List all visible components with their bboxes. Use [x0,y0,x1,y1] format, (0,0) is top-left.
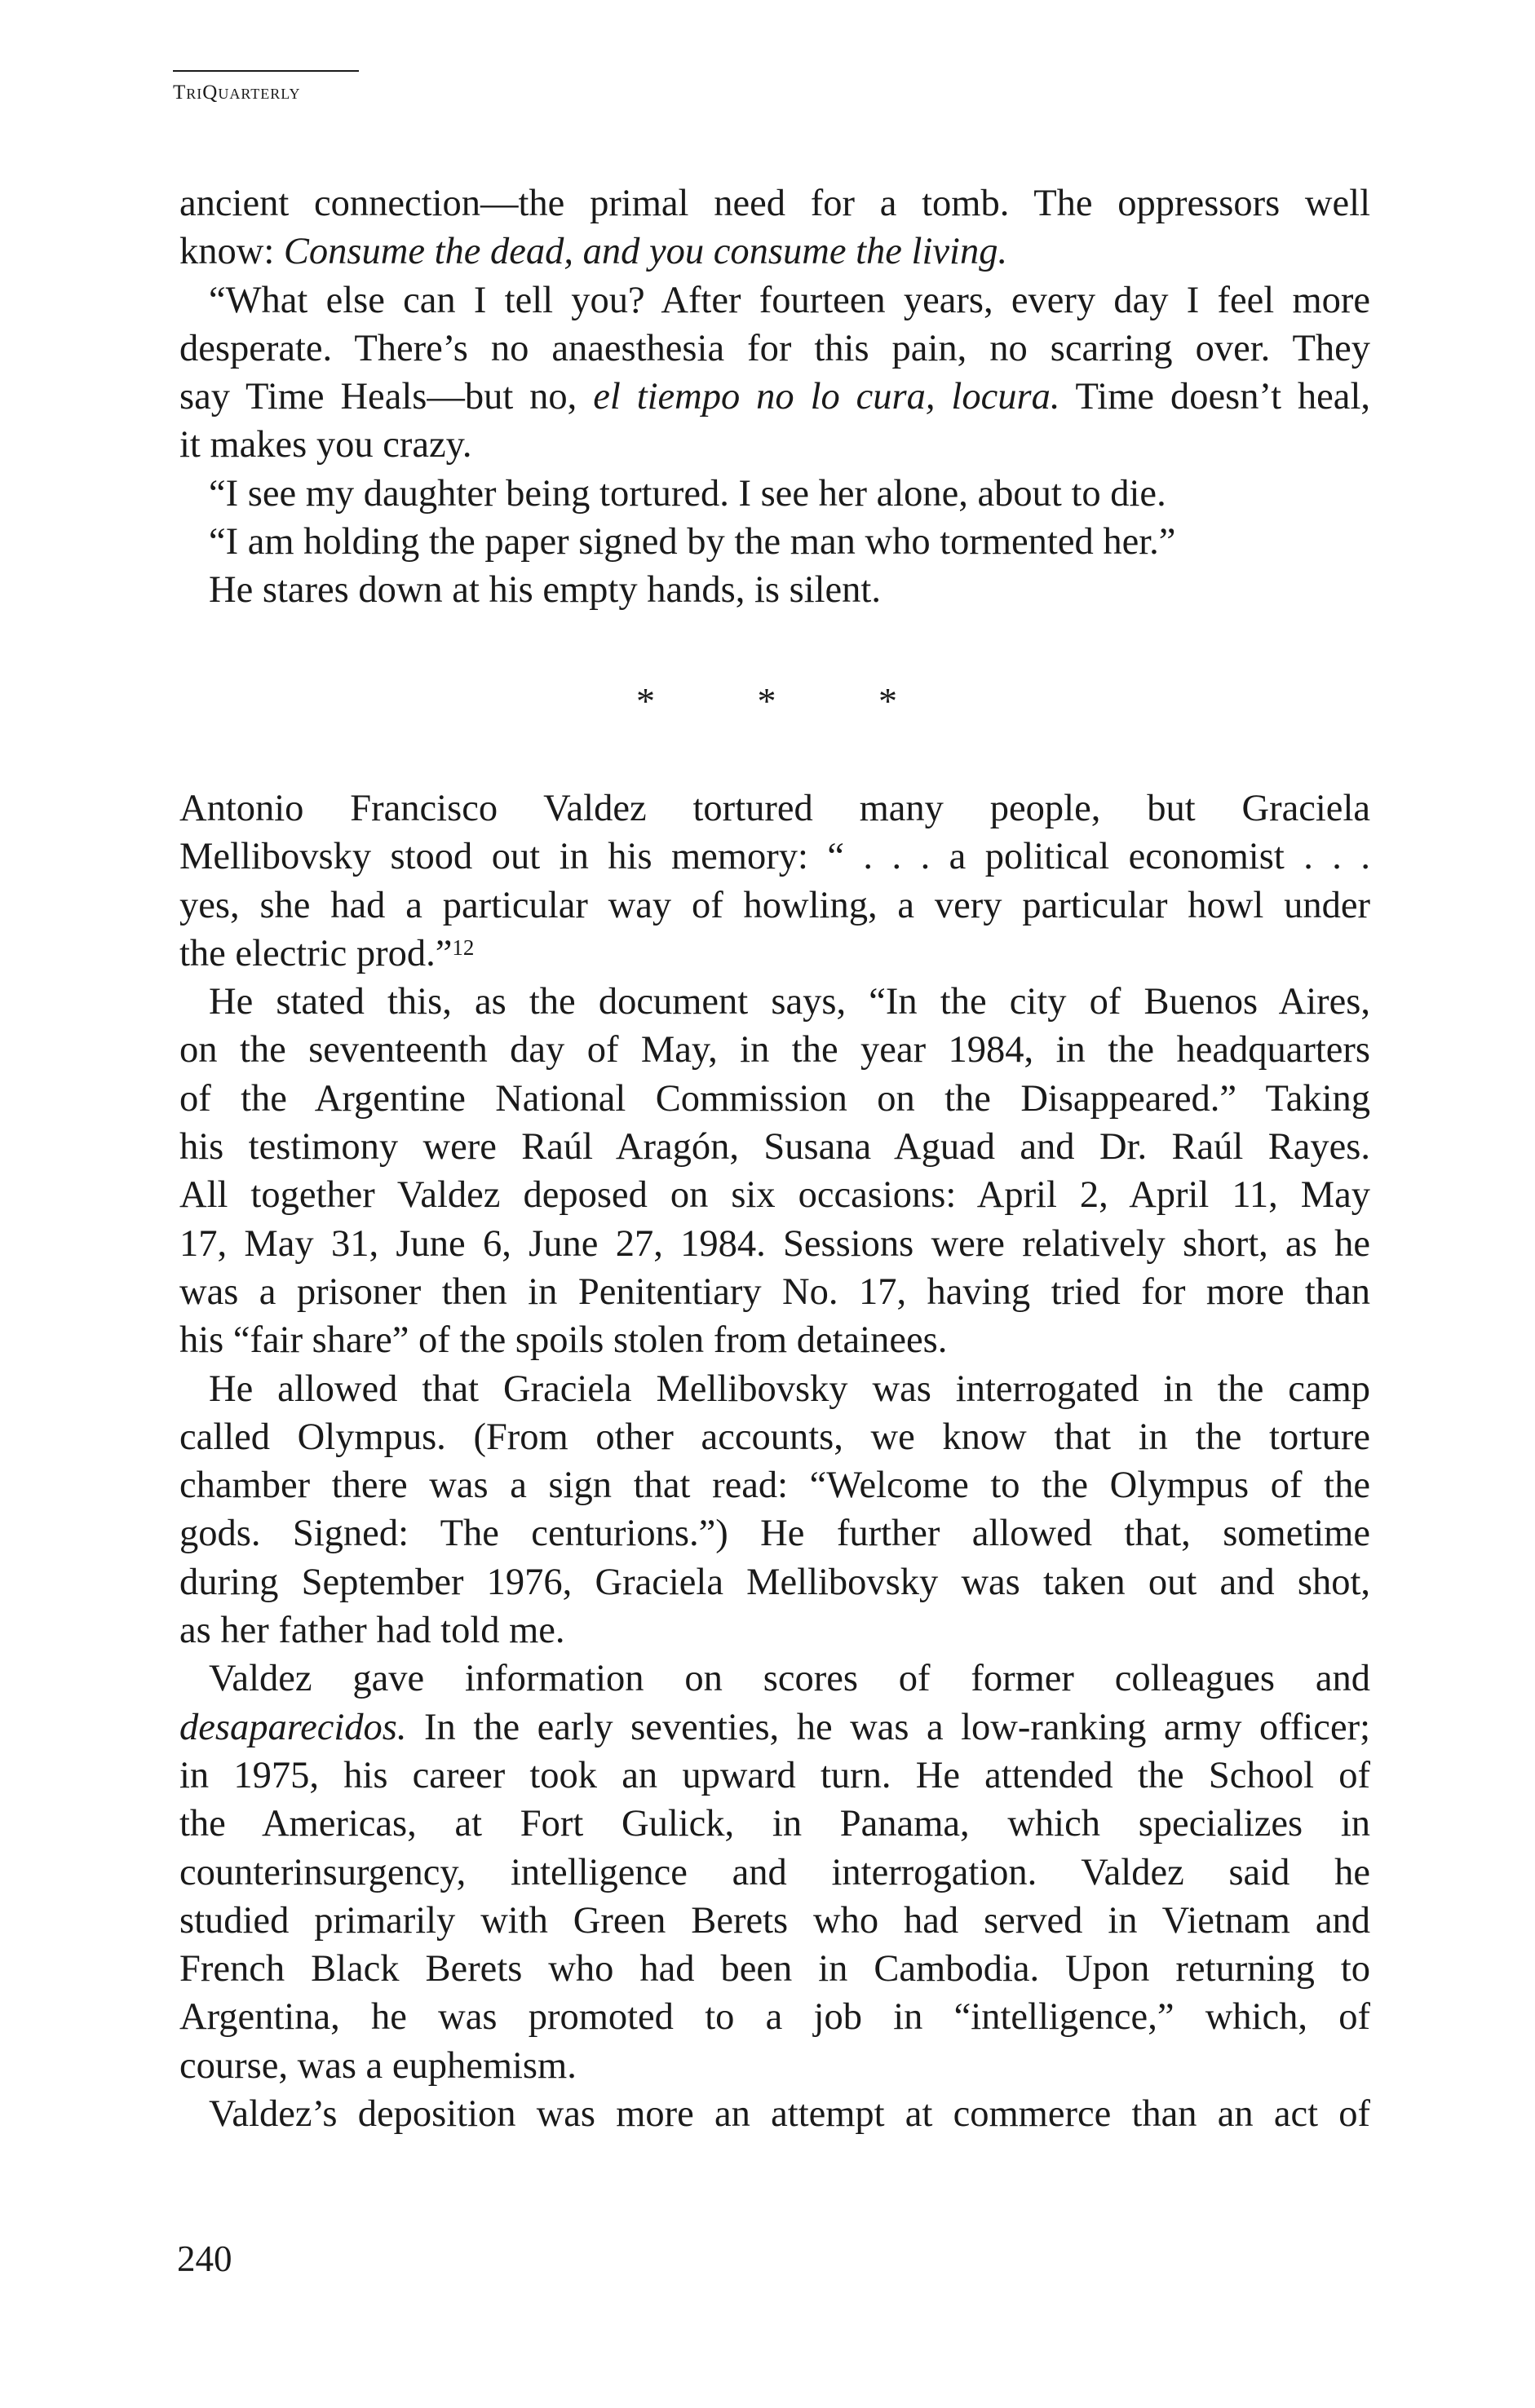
text-line [179,2090,1370,2138]
line-text: All together Valdez deposed on six occasions: April 2, April 11, May [179,1174,1370,1217]
line-text: his testimony were Raúl Aragón, Susana Aguad and Dr. Raúl Rayes. [179,1126,1370,1169]
header-rule [173,70,359,72]
running-title: TriQuarterly [173,82,301,104]
text-line [179,1461,1370,1509]
text-line [179,1849,1370,1897]
line-text: course, was a euphemism. [179,2044,577,2087]
line-text: “I am holding the paper signed by the man who tormented her.” [209,521,1176,563]
text-line [179,833,1370,881]
line-text: He stated this, as the document says, “In the city of Buenos Aires, [209,981,1370,1023]
text-line [179,1316,1370,1364]
text-line [179,325,1370,373]
line-text: Valdez gave information on scores of former colleagues and [209,1658,1370,1700]
line-text: 17, May 31, June 6, June 27, 1984. Sessions were relatively short, as he [179,1222,1370,1265]
text-line [179,1558,1370,1606]
line-text: counterinsurgency, intelligence and interrogation. Valdez said he [179,1851,1370,1893]
section-separator [636,681,897,722]
text-line [179,1752,1370,1800]
line-text: his “fair share” of the spoils stolen from detainees. [179,1319,948,1362]
text-line [179,1897,1370,1945]
text-line [179,518,1370,566]
text-line [179,1945,1370,1993]
line-text: know: [179,231,284,273]
text-block-bottom [179,784,1370,2138]
text-line [179,2042,1370,2090]
italic-phrase: Consume the dead, and you consume the living. [283,231,1008,273]
line-text: French Black Berets who had been in Cambodia. Upon returning to [179,1948,1370,1990]
line-text: He allowed that Graciela Mellibovsky was interrogated in the camp [209,1367,1370,1410]
line-text: Antonio Francisco Valdez tortured many people, but Graciela [179,788,1370,829]
text-line [179,1365,1370,1413]
separator-asterisk: * [636,680,655,722]
line-text: ancient connection—the primal need for a tomb. The oppressors well [179,183,1370,224]
line-text: on the seventeenth day of May, in the year 1984, in the headquarters [179,1029,1370,1071]
line-text: the Americas, at Fort Gulick, in Panama, which specializes in [179,1803,1370,1845]
text-line [179,1268,1370,1316]
text-line [179,1800,1370,1848]
line-text: during September 1976, Graciela Mellibovsky was taken out and shot, [179,1561,1370,1603]
text-line [179,1993,1370,2041]
text-line [179,373,1370,421]
text-line [179,881,1370,930]
text-line [179,1703,1370,1752]
line-text: “I see my daughter being tortured. I see her alone, about to die. [209,472,1166,515]
separator-asterisk: * [757,680,776,722]
text-line [179,470,1370,518]
line-text: yes, she had a particular way of howling, a very particular howl under [179,884,1370,926]
line-text: Mellibovsky stood out in his memory: “ . . . a political economist . . . [179,836,1370,878]
text-block-top [179,179,1370,615]
text-line [179,421,1370,469]
line-text: say Time Heals—but no, [179,376,594,418]
text-line [179,978,1370,1026]
footnote-reference: 12 [452,934,475,960]
italic-phrase: desaparecidos. [179,1706,407,1748]
line-text: Valdez’s deposition was more an attempt at commerce than an act of [209,2093,1370,2136]
text-line [179,1171,1370,1219]
text-line [179,179,1370,228]
line-text: of the Argentine National Commission on the Disappeared.” Taking [179,1077,1370,1120]
line-text: called Olympus. (From other accounts, we know that in the torture [179,1416,1370,1458]
line-text: Time doesn’t heal, [1059,376,1370,418]
page-number: 240 [177,2238,232,2279]
line-text: He stares down at his empty hands, is silent. [209,569,881,612]
text-line [179,784,1370,833]
text-line [179,1509,1370,1557]
text-line [179,228,1370,276]
line-text: In the early seventies, he was a low-ranking army officer; [406,1706,1370,1748]
text-line [179,1026,1370,1074]
line-text: in 1975, his career took an upward turn. He attended the School of [179,1754,1370,1796]
text-line [179,566,1370,614]
line-text: the electric prod.” [179,932,453,974]
text-line [179,276,1370,325]
text-line [179,1123,1370,1171]
running-head [173,70,361,104]
line-text: desperate. There’s no anaesthesia for this pain, no scarring over. They [179,327,1370,369]
text-line [179,1075,1370,1123]
line-text: as her father had told me. [179,1610,565,1652]
line-text: chamber there was a sign that read: “Welcome to the Olympus of the [179,1465,1370,1507]
line-text: gods. Signed: The centurions.”) He further allowed that, sometime [179,1513,1370,1555]
line-text: was a prisoner then in Penitentiary No. 17, having tried for more than [179,1270,1370,1313]
text-line [179,930,1370,978]
text-line [179,1655,1370,1703]
separator-asterisk: * [878,680,897,722]
text-line [179,1413,1370,1461]
italic-phrase: el tiempo no lo cura, locura. [593,376,1060,418]
line-text: “What else can I tell you? After fourteen years, every day I feel more [209,279,1370,321]
line-text: Argentina, he was promoted to a job in “intelligence,” which, of [179,1996,1370,2039]
text-line [179,1220,1370,1268]
line-text: studied primarily with Green Berets who had served in Vietnam and [179,1899,1370,1942]
line-text: it makes you crazy. [179,424,472,466]
text-line [179,1606,1370,1655]
